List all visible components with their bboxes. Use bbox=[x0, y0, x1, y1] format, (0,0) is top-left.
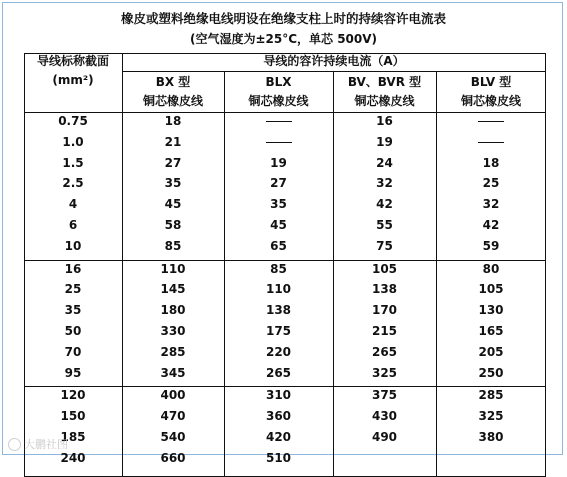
group-divider bbox=[24, 260, 546, 261]
header-bottom-border bbox=[24, 112, 546, 113]
row-current-cell: 75 bbox=[376, 238, 393, 253]
row-current-cell: 18 bbox=[482, 155, 500, 170]
row-current-cell: 35 bbox=[164, 176, 182, 191]
row-size-cell: 35 bbox=[64, 303, 82, 318]
row-current-cell bbox=[224, 135, 333, 149]
col-header-desc: 铜芯橡皮线 bbox=[354, 94, 415, 108]
row-current-cell: 32 bbox=[482, 197, 500, 212]
row-size-cell: 95 bbox=[64, 365, 82, 380]
table-title: 橡皮或塑料绝缘电线明设在绝缘支柱上时的持续容许电流表 bbox=[120, 11, 446, 26]
row-current-cell: 490 bbox=[371, 430, 398, 444]
row-size-cell: 10 bbox=[64, 238, 82, 253]
row-current-cell: 220 bbox=[265, 344, 292, 359]
row-current-cell: 35 bbox=[270, 197, 287, 212]
row-current-cell: 285 bbox=[160, 344, 186, 359]
row-current-cell: 21 bbox=[164, 134, 182, 149]
row-size-cell: 1.5 bbox=[62, 155, 84, 170]
row-current-cell: 65 bbox=[270, 238, 287, 253]
row-current-cell: 325 bbox=[478, 409, 504, 424]
row-size-cell: 150 bbox=[60, 409, 86, 424]
row-current-cell: 430 bbox=[371, 409, 398, 424]
row-current-cell: 400 bbox=[160, 388, 186, 403]
col-header-desc: 铜芯橡皮线 bbox=[460, 94, 521, 108]
row-current-cell: 265 bbox=[371, 344, 398, 359]
row-current-cell: 105 bbox=[478, 282, 504, 297]
row-size-cell: 70 bbox=[64, 344, 82, 359]
row-current-cell: 380 bbox=[478, 430, 504, 444]
col-header-type: BX 型 bbox=[155, 75, 191, 89]
not-applicable-dash bbox=[478, 121, 504, 122]
table-subtitle: (空气湿度为±25°C，单芯 500V) bbox=[189, 32, 378, 46]
row-current-cell bbox=[436, 114, 546, 128]
row-current-cell: 330 bbox=[160, 324, 186, 338]
row-size-cell: 185 bbox=[60, 430, 86, 444]
row-current-cell: 360 bbox=[265, 409, 292, 424]
watermark bbox=[8, 436, 68, 452]
row-current-cell: 215 bbox=[371, 324, 398, 338]
not-applicable-dash bbox=[478, 142, 504, 143]
row-current-cell: 138 bbox=[265, 303, 292, 318]
row-current-cell: 105 bbox=[371, 261, 398, 276]
row-size-cell: 4 bbox=[68, 197, 78, 212]
not-applicable-dash bbox=[266, 121, 292, 122]
not-applicable-dash bbox=[266, 142, 292, 143]
row-size-cell: 0.75 bbox=[58, 114, 88, 128]
row-current-cell: 16 bbox=[376, 114, 393, 128]
row-current-cell: 32 bbox=[376, 176, 393, 191]
row-current-cell: 55 bbox=[376, 218, 393, 232]
row-current-cell: 175 bbox=[265, 324, 292, 338]
row-size-cell: 2.5 bbox=[62, 176, 84, 191]
row-size-cell: 50 bbox=[64, 324, 82, 338]
row-current-cell: 24 bbox=[376, 155, 393, 170]
row-current-cell: 42 bbox=[376, 197, 393, 212]
watermark-text: 大鹏社图 bbox=[24, 438, 68, 451]
row-current-cell: 420 bbox=[265, 430, 292, 444]
row-current-cell: 285 bbox=[478, 388, 504, 403]
row-current-cell: 27 bbox=[164, 155, 182, 170]
col-header-type: BLV 型 bbox=[470, 75, 512, 89]
row-current-cell: 27 bbox=[270, 176, 287, 191]
row-current-cell: 325 bbox=[371, 365, 398, 380]
row-current-cell: 310 bbox=[265, 388, 292, 403]
row-size-cell: 240 bbox=[60, 450, 86, 465]
row-current-cell: 59 bbox=[482, 238, 500, 253]
row-current-cell: 85 bbox=[270, 261, 287, 276]
row-current-cell: 45 bbox=[164, 197, 182, 212]
group-header-divider bbox=[122, 71, 546, 72]
col-header-desc: 铜芯橡皮线 bbox=[248, 94, 309, 108]
row-current-cell: 540 bbox=[160, 430, 186, 444]
group-header-current: 导线的容许持续电流（A） bbox=[263, 54, 405, 68]
row-current-cell: 58 bbox=[164, 218, 182, 232]
row-current-cell: 130 bbox=[478, 303, 504, 318]
col-header-desc: 铜芯橡皮线 bbox=[142, 94, 203, 108]
row-current-cell: 110 bbox=[160, 261, 186, 276]
row-current-cell: 18 bbox=[164, 114, 182, 128]
group-divider bbox=[24, 386, 546, 387]
table-bottom-border bbox=[24, 476, 546, 477]
row-current-cell: 470 bbox=[160, 409, 186, 424]
row-current-cell: 85 bbox=[164, 238, 182, 253]
row-current-cell: 25 bbox=[482, 176, 500, 191]
row-current-cell bbox=[436, 135, 546, 149]
row-size-cell: 16 bbox=[64, 261, 82, 276]
row-current-cell: 205 bbox=[478, 344, 504, 359]
row-current-cell: 510 bbox=[265, 450, 292, 465]
row-current-cell: 110 bbox=[265, 282, 292, 297]
row-current-cell: 138 bbox=[371, 282, 398, 297]
row-size-cell: 6 bbox=[68, 218, 78, 232]
row-current-cell bbox=[224, 114, 333, 128]
row-current-cell: 80 bbox=[482, 261, 500, 276]
col-header-size: 导线标称截面 bbox=[36, 54, 109, 68]
row-current-cell: 180 bbox=[160, 303, 186, 318]
row-current-cell: 265 bbox=[265, 365, 292, 380]
row-current-cell: 345 bbox=[160, 365, 186, 380]
row-current-cell: 19 bbox=[376, 134, 393, 149]
col-header-type: BLX bbox=[265, 75, 292, 89]
row-current-cell: 250 bbox=[478, 365, 504, 380]
row-current-cell: 170 bbox=[371, 303, 398, 318]
row-current-cell: 42 bbox=[482, 218, 500, 232]
row-size-cell: 120 bbox=[60, 388, 86, 403]
row-current-cell: 145 bbox=[160, 282, 186, 297]
circle-logo-icon bbox=[8, 438, 21, 451]
row-current-cell: 660 bbox=[160, 450, 186, 465]
row-current-cell: 19 bbox=[270, 155, 287, 170]
row-size-cell: 1.0 bbox=[62, 134, 84, 149]
row-current-cell: 45 bbox=[270, 218, 287, 232]
row-size-cell: 25 bbox=[64, 282, 82, 297]
col-header-type: BV、BVR 型 bbox=[347, 75, 422, 89]
row-current-cell: 375 bbox=[371, 388, 398, 403]
col-header-unit: (mm²) bbox=[52, 73, 94, 87]
row-current-cell: 165 bbox=[478, 324, 504, 338]
